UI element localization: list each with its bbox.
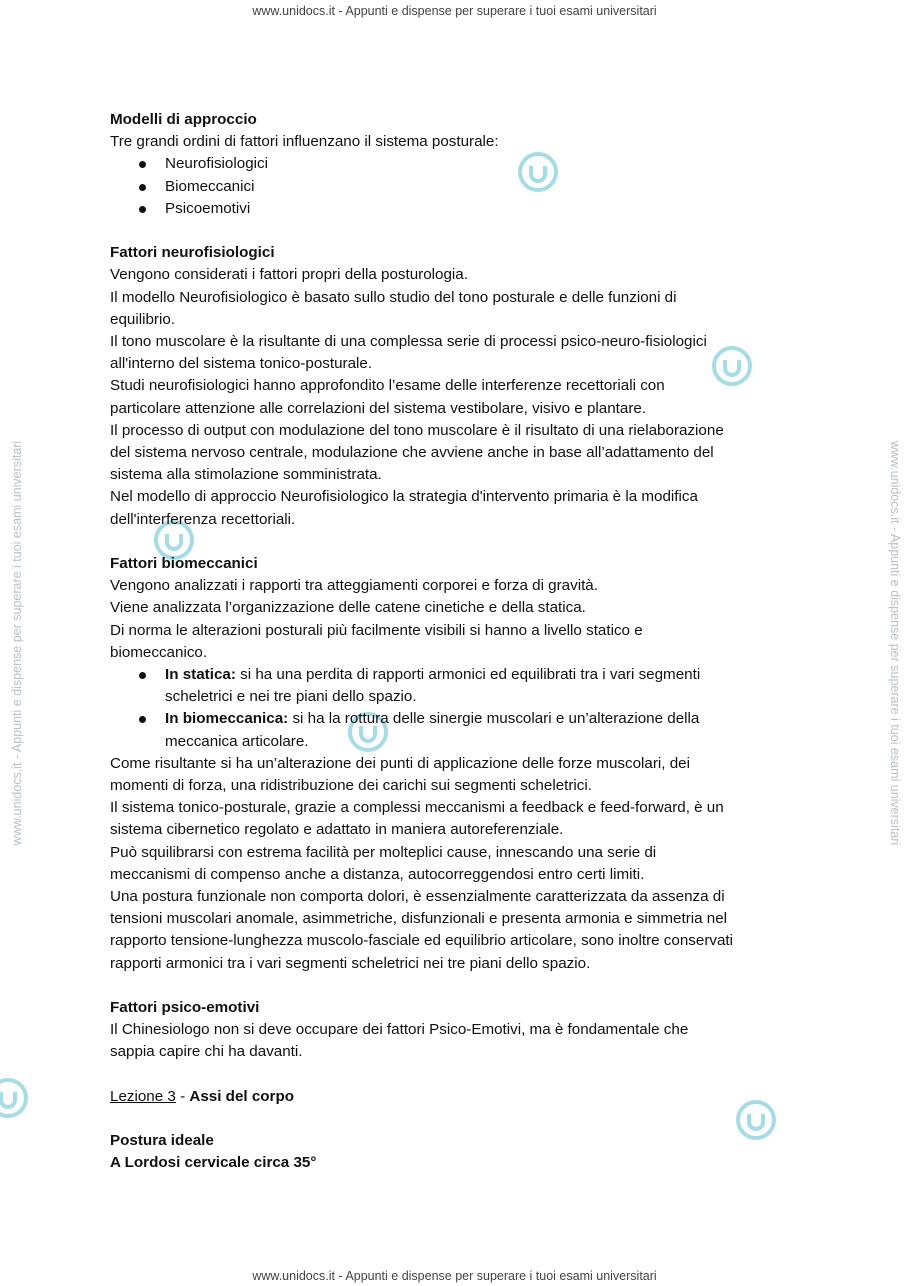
paragraph-line: tensioni muscolari anomale, asimmetriche, disfunzionali e presenta armonia e simmetria nel [110, 910, 728, 928]
bullet-icon [139, 716, 146, 723]
section-heading-bio: Fattori biomeccanici [110, 555, 258, 573]
section-heading-neuro: Fattori neurofisiologici [110, 244, 275, 262]
lesson-link[interactable]: Lezione 3 [110, 1087, 176, 1105]
paragraph-line: Il Chinesiologo non si deve occupare dei fattori Psico-Emotivi, ma è fondamentale che [110, 1021, 689, 1039]
paragraph-line: del sistema nervoso centrale, modulazione che avviene anche in base all’adattamento del [110, 444, 714, 462]
side-watermark-left: www.unidocs.it - Appunti e dispense per superare i tuoi esami universitari [10, 440, 24, 846]
list-item-text: si ha la rottura delle sinergie muscolari e un’alterazione della [288, 710, 700, 728]
paragraph-line: sappia capire chi ha davanti. [110, 1043, 303, 1061]
section-heading-psico: Fattori psico-emotivi [110, 999, 260, 1017]
paragraph-line: rapporti armonici tra i vari segmenti scheletrici nei tre piani dello spazio. [110, 954, 591, 972]
paragraph-line: sistema alla stimolazione somministrata. [110, 466, 382, 484]
section-heading-postura: Postura ideale [110, 1132, 214, 1150]
bullet-icon [139, 184, 146, 191]
paragraph-line: Il tono muscolare è la risultante di una complessa serie di processi psico-neuro-fisiologici [110, 333, 707, 351]
list-item [110, 153, 810, 175]
paragraph-line: Come risultante si ha un’alterazione dei punti di applicazione delle forze muscolari, dei [110, 754, 690, 772]
list-item [110, 198, 810, 220]
paragraph-line: Una postura funzionale non comporta dolori, è essenzialmente caratterizzata da assenza di [110, 888, 725, 906]
paragraph-line: Viene analizzata l’organizzazione delle catene cinetiche e della statica. [110, 599, 586, 617]
list-item-label: Neurofisiologici [165, 155, 268, 173]
section-heading-modelli: Modelli di approccio [110, 111, 257, 128]
lesson-separator: - [175, 1087, 190, 1105]
list-item-text: si ha una perdita di rapporti armonici ed equilibrati tra i vari segmenti [235, 666, 701, 684]
paragraph-line: Vengono considerati i fattori propri della posturologia. [110, 266, 468, 284]
paragraph-line: Studi neurofisiologici hanno approfondito l’esame delle interferenze recettoriali con [110, 377, 665, 395]
alterations-list [110, 664, 810, 753]
paragraph-line: Il sistema tonico-posturale, grazie a complessi meccanismi a feedback e feed-forward, è un [110, 799, 724, 817]
footer-banner: www.unidocs.it - Appunti e dispense per superare i tuoi esami universitari [252, 1269, 657, 1283]
paragraph-line: rapporto tensione-lunghezza muscolo-fasciale ed equilibrio articolare, sono inoltre conservati [110, 932, 734, 950]
paragraph-line: Può squilibrarsi con estrema facilità per molteplici cause, innescando una serie di [110, 843, 657, 861]
paragraph-line: particolare attenzione alle correlazioni del sistema vestibolare, visivo e plantare. [110, 399, 647, 417]
list-item-label: Psicoemotivi [165, 199, 251, 217]
paragraph-line: equilibrio. [110, 310, 176, 328]
paragraph-line: Il modello Neurofisiologico è basato sullo studio del tono posturale e delle funzioni di [110, 288, 677, 306]
list-item-text: meccanica articolare. [165, 732, 309, 750]
bullet-icon [139, 672, 146, 679]
header-banner: www.unidocs.it - Appunti e dispense per superare i tuoi esami universitari [252, 4, 657, 18]
paragraph-line: biomeccanico. [110, 643, 208, 661]
list-item [110, 664, 810, 708]
watermark-logo-icon [0, 1076, 30, 1120]
side-watermark-right: www.unidocs.it - Appunti e dispense per superare i tuoi esami universitari [888, 440, 902, 846]
paragraph-line: meccanismi di compenso anche a distanza, autocorreggendosi entro certi limiti. [110, 865, 645, 883]
list-item [110, 708, 810, 752]
lesson-title-text: Assi del corpo [189, 1087, 295, 1105]
paragraph-line: Di norma le alterazioni posturali più facilmente visibili si hanno a livello statico e [110, 621, 643, 639]
paragraph-line: all'interno del sistema tonico-posturale. [110, 355, 373, 373]
bullet-icon [139, 206, 146, 213]
list-item [110, 176, 810, 198]
factors-list [110, 153, 810, 220]
list-item-label: In statica: [165, 666, 236, 684]
list-item-label: Biomeccanici [165, 177, 255, 195]
document-body [110, 109, 810, 1175]
paragraph-line: momenti di forza, una ridistribuzione dei carichi sui segmenti scheletrici. [110, 777, 592, 795]
list-item-label: In biomeccanica: [165, 710, 289, 728]
paragraph-line: Vengono analizzati i rapporti tra atteggiamenti corporei e forza di gravità. [110, 577, 598, 595]
lesson-title [110, 1086, 810, 1108]
bullet-icon [139, 161, 146, 168]
paragraph-line: sistema cibernetico regolato e adattato in maniera autoreferenziale. [110, 821, 564, 839]
paragraph-line: dell'interferenza recettoriali. [110, 510, 296, 528]
paragraph-line: Tre grandi ordini di fattori influenzano il sistema posturale: [110, 133, 499, 151]
list-item-text: scheletrici e nei tre piani dello spazio. [165, 688, 417, 706]
paragraph-line: Nel modello di approccio Neurofisiologico la strategia d'intervento primaria è la modifica [110, 488, 698, 506]
paragraph-line: Il processo di output con modulazione del tono muscolare è il risultato di una rielaborazione [110, 421, 724, 439]
postura-subheading: A Lordosi cervicale circa 35° [110, 1154, 317, 1172]
